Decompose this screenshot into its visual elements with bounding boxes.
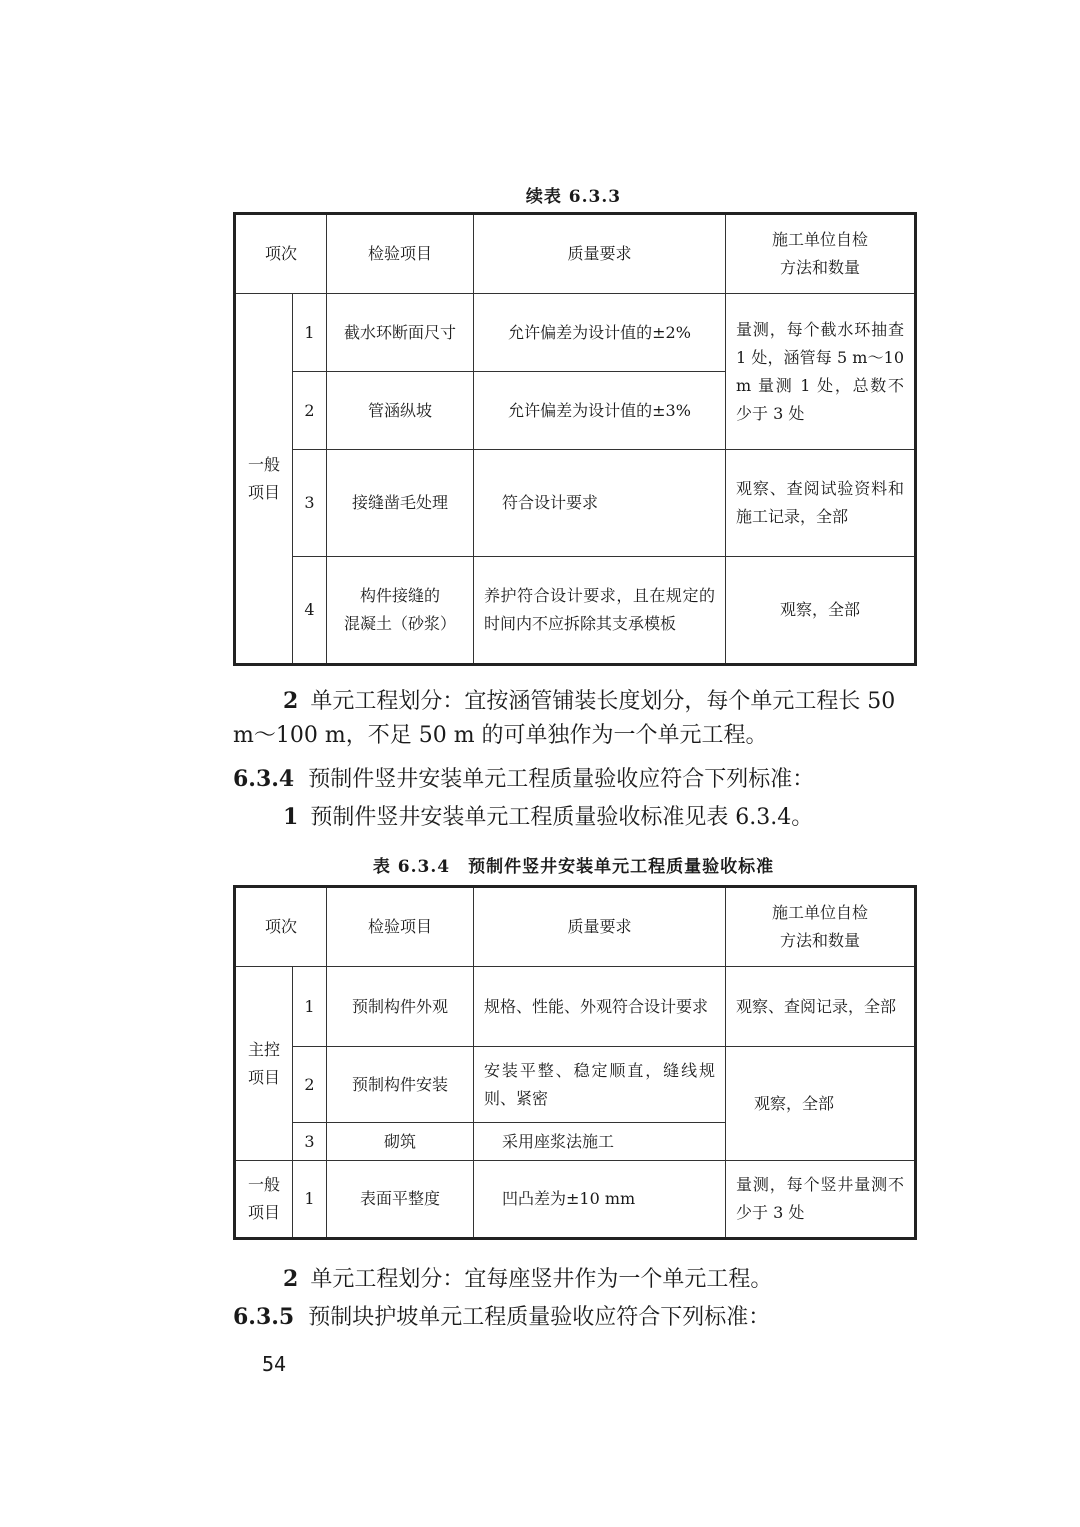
- quality-requirement: 规格、性能、外观符合设计要求: [474, 967, 726, 1047]
- row-number: 1: [293, 1161, 327, 1239]
- quality-requirement: 允许偏差为设计值的±3%: [474, 372, 726, 450]
- section-number: 6.3.5: [233, 1304, 295, 1330]
- section-text: 预制件竖井安装单元工程质量验收应符合下列标准：: [308, 767, 815, 792]
- table2-header-col3: 质量要求: [474, 887, 726, 967]
- section-6-3-5: [233, 1300, 914, 1335]
- table-row: [235, 967, 916, 1047]
- table-row: [235, 294, 916, 372]
- table-row: [235, 1047, 916, 1123]
- page-number: 54: [262, 1352, 287, 1376]
- table1-header-col3: 质量要求: [474, 214, 726, 294]
- paragraph-unit-division-2: [233, 1262, 914, 1297]
- table1-header-col4: 施工单位自检 方法和数量: [726, 214, 916, 294]
- quality-requirement: 允许偏差为设计值的±2%: [474, 294, 726, 372]
- inspection-method: 量测，每个竖井量测不少于 3 处: [726, 1161, 916, 1239]
- table1-caption: 续表 6.3.3: [525, 187, 622, 207]
- section-number: 6.3.4: [233, 766, 295, 792]
- table-row: [235, 557, 916, 665]
- section-text: 预制块护坡单元工程质量验收应符合下列标准：: [308, 1305, 771, 1330]
- row-number: 1: [293, 967, 327, 1047]
- row-number: 2: [293, 372, 327, 450]
- table2-header-col2: 检验项目: [327, 887, 474, 967]
- row-number: 1: [293, 294, 327, 372]
- inspection-method: 观察、查阅试验资料和施工记录，全部: [726, 450, 916, 557]
- table1-header-col2: 检验项目: [327, 214, 474, 294]
- check-item: 构件接缝的 混凝土（砂浆）: [327, 557, 474, 665]
- table2-main-category: 主控 项目: [235, 967, 293, 1161]
- table-row: [235, 450, 916, 557]
- paragraph-standard-ref: [233, 800, 914, 835]
- row-number: 3: [293, 450, 327, 557]
- row-number: 2: [293, 1047, 327, 1123]
- table2-header-col1: 项次: [235, 887, 327, 967]
- paragraph-number: 1: [283, 804, 299, 830]
- check-item: 预制构件安装: [327, 1047, 474, 1123]
- table2-general-category: 一般 项目: [235, 1161, 293, 1239]
- quality-requirement: 采用座浆法施工: [474, 1123, 726, 1161]
- table1-header-col1: 项次: [235, 214, 327, 294]
- table2-header-row: [235, 887, 916, 967]
- table1: [233, 212, 917, 666]
- inspection-method: 量测，每个截水环抽查 1 处，涵管每 5 m～10 m 量测 1 处，总数不少于 3 处: [726, 294, 916, 450]
- row-number: 3: [293, 1123, 327, 1161]
- check-item: 表面平整度: [327, 1161, 474, 1239]
- inspection-method: 观察、查阅记录，全部: [726, 967, 916, 1047]
- table2-caption: 表 6.3.4 预制件竖井安装单元工程质量验收标准: [372, 857, 775, 877]
- section-6-3-4: [233, 762, 914, 797]
- paragraph-text: 预制件竖井安装单元工程质量验收标准见表 6.3.4。: [310, 805, 814, 830]
- table2-header-col4: 施工单位自检 方法和数量: [726, 887, 916, 967]
- quality-requirement: 符合设计要求: [474, 450, 726, 557]
- row-number: 4: [293, 557, 327, 665]
- inspection-method: 观察，全部: [726, 557, 916, 665]
- table-row: [235, 1161, 916, 1239]
- table1-category: 一般 项目: [235, 294, 293, 665]
- paragraph-number: 2: [283, 1266, 299, 1292]
- paragraph-number: 2: [283, 688, 299, 714]
- paragraph-unit-division-1: [233, 684, 914, 753]
- quality-requirement: 安装平整、稳定顺直，缝线规则、紧密: [474, 1047, 726, 1123]
- quality-requirement: 凹凸差为±10 mm: [474, 1161, 726, 1239]
- check-item: 截水环断面尺寸: [327, 294, 474, 372]
- paragraph-text: 单元工程划分：宜按涵管铺装长度划分，每个单元工程长 50 m～100 m，不足 50 m 的可单独作为一个单元工程。: [233, 689, 896, 748]
- check-item: 砌筑: [327, 1123, 474, 1161]
- inspection-method: 观察，全部: [726, 1047, 916, 1161]
- check-item: 接缝凿毛处理: [327, 450, 474, 557]
- quality-requirement: 养护符合设计要求，且在规定的时间内不应拆除其支承模板: [474, 557, 726, 665]
- table1-header-row: [235, 214, 916, 294]
- paragraph-text: 单元工程划分：宜每座竖井作为一个单元工程。: [310, 1267, 773, 1292]
- check-item: 预制构件外观: [327, 967, 474, 1047]
- table2: [233, 885, 917, 1240]
- check-item: 管涵纵坡: [327, 372, 474, 450]
